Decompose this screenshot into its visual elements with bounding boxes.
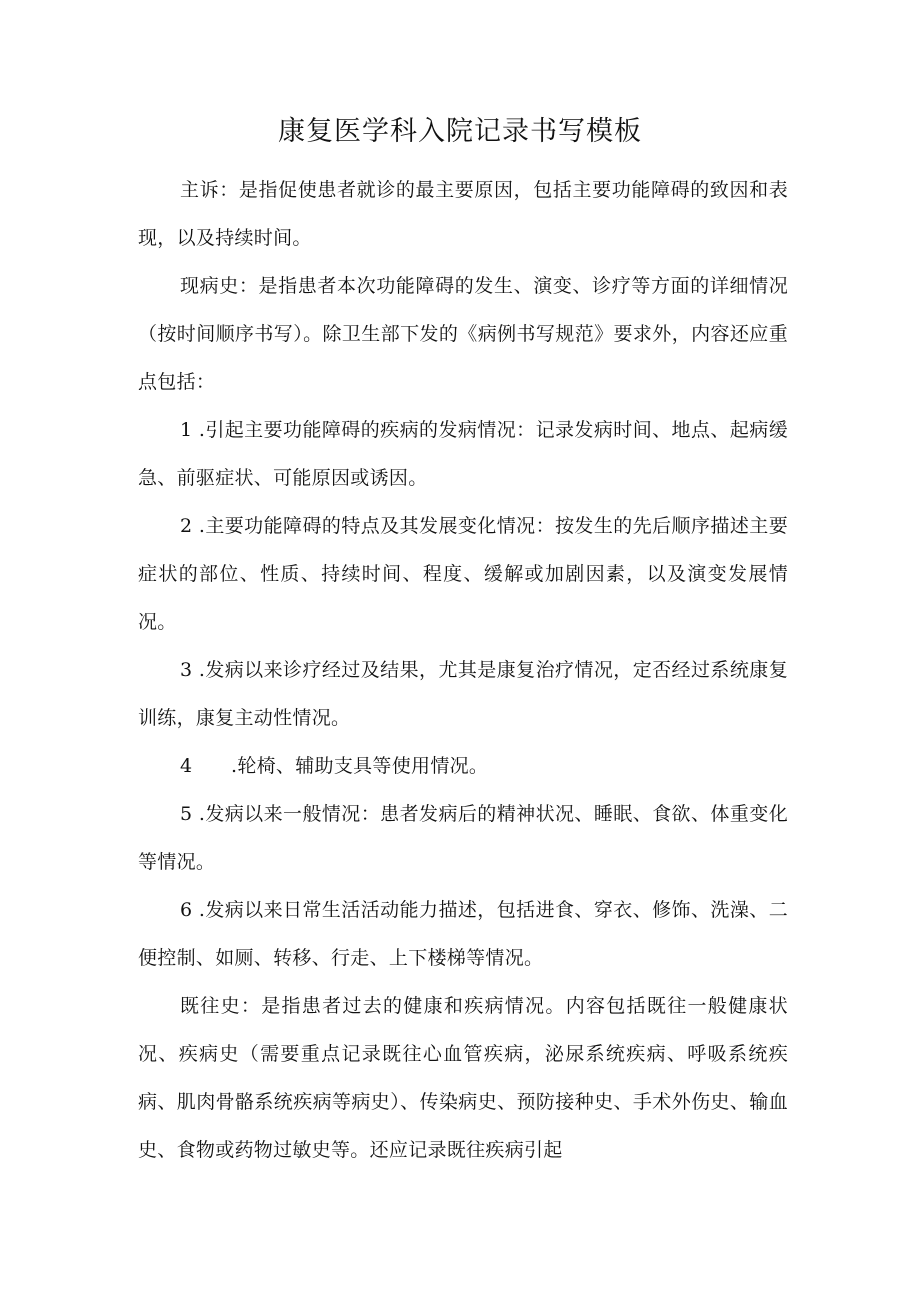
- paragraph-chief-complaint: 主诉：是指促使患者就诊的最主要原因，包括主要功能障碍的致因和表现，以及持续时间。: [138, 179, 788, 249]
- paragraph-item-2: 2 .主要功能障碍的特点及其发展变化情况：按发生的先后顺序描述主要症状的部位、性质、持续时间、程度、缓解或加剧因素，以及演变发展情况。: [138, 515, 788, 633]
- paragraph-item-5: 5 .发病以来一般情况：患者发病后的精神状况、睡眠、食欲、体重变化等情况。: [138, 803, 788, 873]
- document-body: [138, 166, 788, 1174]
- document-title: 康复医学科入院记录书写模板: [278, 116, 642, 147]
- paragraph-present-illness: 现病史：是指患者本次功能障碍的发生、演变、诊疗等方面的详细情况（按时间顺序书写）。除卫生部下发的《病例书写规范》要求外，内容还应重点包括：: [138, 275, 788, 393]
- paragraph-past-history: 既往史：是指患者过去的健康和疾病情况。内容包括既往一般健康状况、疾病史（需要重点记录既往心血管疾病，泌尿系统疾病、呼吸系统疾病、肌肉骨骼系统疾病等病史）、传染病史、预防接种史、手术外伤史、输血史、食物或药物过敏史等。还应记录既往疾病引起: [138, 995, 788, 1161]
- paragraph-item-3: 3 .发病以来诊疗经过及结果，尤其是康复治疗情况，定否经过系统康复训练，康复主动性情况。: [138, 659, 788, 729]
- paragraph-item-6: 6 .发病以来日常生活活动能力描述，包括进食、穿衣、修饰、洗澡、二便控制、如厕、转移、行走、上下楼梯等情况。: [138, 899, 788, 969]
- paragraph-item-4: 4 .轮椅、辅助支具等使用情况。: [180, 755, 489, 777]
- paragraph-item-1: 1 .引起主要功能障碍的疾病的发病情况：记录发病时间、地点、起病缓急、前驱症状、可能原因或诱因。: [138, 419, 788, 489]
